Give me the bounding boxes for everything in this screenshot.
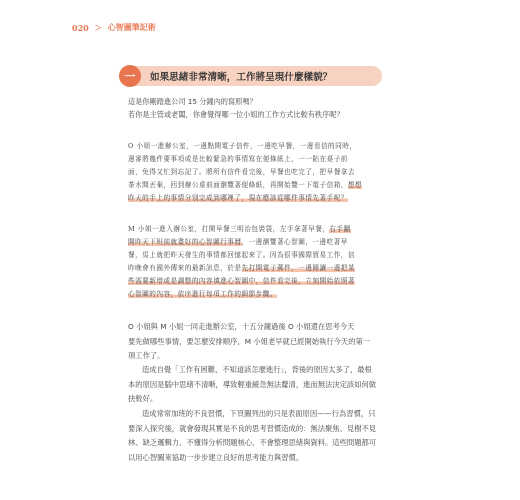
- body-paragraph-2: [128, 363, 390, 407]
- highlighted-text: 右手翻: [329, 225, 351, 233]
- story-m-paragraph: [128, 223, 390, 301]
- page-header: [72, 22, 156, 33]
- story-line: [128, 236, 390, 249]
- book-title: 心智圖筆記術: [107, 22, 156, 32]
- body-line: 要先做哪些事情，要怎麼安排順序，M 小姐老早就已經開始執行今天的第一: [128, 336, 371, 346]
- story-line: 餐，馬上就把昨天發生的事情都回憶起來了。因為很事國際貿易工作，信: [128, 251, 355, 259]
- section-number-badge: 一: [119, 65, 141, 87]
- story-line: [128, 192, 390, 205]
- highlighted-text: 些需要新增或是調整的內容填進心智圖中，信件看完後，立刻開始依照著: [128, 277, 355, 285]
- story-line: [128, 288, 390, 301]
- story-line: 邊審將幾件要事項或是比較緊急的事情寫在便條紙上，一一貼在桌子前: [128, 155, 348, 163]
- page-number: 020: [72, 22, 89, 33]
- story-line: [128, 223, 390, 236]
- body-line: 造成常常加班的不良習慣，下頁圖列出的只是表面原因——行為習慣，只: [142, 409, 376, 418]
- section-title: 如果思緒非常清晰，工作將呈現什麼樣貌？: [150, 72, 333, 83]
- story-line: 面，免得又忙到忘記了。將所有信件看完後，早餐也吃完了，把早餐拿去: [128, 168, 355, 176]
- story-text: 昨晚會有國外傳來的最新訊息，於是: [128, 264, 242, 272]
- highlighted-text: 心智圖的內容，依序進行每項工作的細節步驟。: [128, 290, 277, 298]
- highlighted-text: 昨天的手上的事情分別完成到哪裡了，現在應該從哪件事情先著手呢？: [128, 194, 348, 202]
- story-text: 茶水間丟棄，回到辦公桌前面瀏覽著便條紙，再開始覽一下電子信箱，: [128, 181, 348, 189]
- header-separator: ＞: [94, 22, 102, 32]
- body-paragraph-1: [128, 320, 390, 364]
- highlighted-text: 開昨天下班前就畫好的心智圖行事曆: [128, 238, 242, 246]
- highlighted-text: 想想: [347, 181, 363, 189]
- body-line: 項工作了。: [128, 351, 165, 361]
- body-line: 造成自覺「工作有困難，不知道該怎麼進行」，背後的原因太多了，最根: [142, 365, 372, 374]
- intro-paragraph: [128, 95, 390, 121]
- body-line: O 小姐與 M 小姐一同走進辦公室，十五分鐘過後 O 小姐還在思考今天: [128, 322, 355, 331]
- body-line: 抉較好。: [128, 394, 158, 404]
- intro-line: 若你是主管或老闆，你會覺得哪一位小姐的工作方式比較有秩序呢？: [128, 110, 344, 119]
- body-line: 林、缺乏邏輯力、不懂得分析問題核心、不會整理思緒與資料。這些問題都可: [128, 438, 377, 448]
- story-text: ，一邊瀏覽著心智圖，一邊吃著早: [241, 238, 348, 246]
- story-o-paragraph: [128, 140, 390, 205]
- story-line: [128, 179, 390, 192]
- story-line: [128, 262, 390, 275]
- body-line: 以用心智圖來協助一步步建立良好的思考能力與習慣。: [128, 452, 304, 462]
- body-line: 本的原因是腦中思緒不清晰，導致輕重緩急無法釐清，進而無法決定該如何做: [128, 379, 377, 389]
- story-line: O 小姐一進辦公室，一邊點開電子信件，一邊吃早餐，一邊看信的同時，: [128, 142, 357, 150]
- body-paragraph-3: [128, 407, 390, 465]
- section-heading: [120, 66, 382, 86]
- story-line: [128, 275, 390, 288]
- intro-line: 這是你剛踏進公司 15 分鐘內的寫照嗎？: [128, 97, 257, 106]
- story-text: M 小姐一進入辦公室，打開早餐三明治包裝袋，左手拿著早餐，: [128, 225, 330, 233]
- highlighted-text: 先打開電子郵件，一邊閱讀一邊把某: [241, 264, 355, 272]
- body-line: 要深入探究後，就會發現其實是不良的思考習慣造成的：無法聚焦、見樹不見: [128, 423, 377, 433]
